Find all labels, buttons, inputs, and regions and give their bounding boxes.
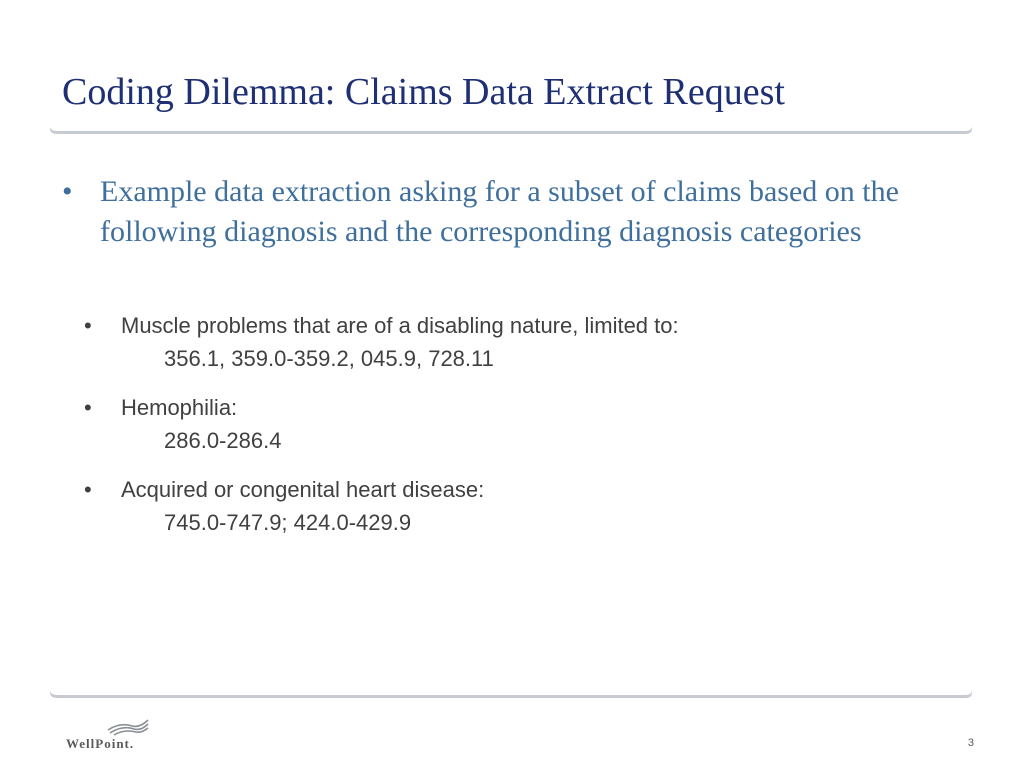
- wellpoint-logo-icon: [106, 716, 150, 736]
- sub-bullet-label: Hemophilia:: [121, 395, 238, 420]
- bullet-glyph: •: [84, 313, 92, 338]
- diagnosis-codes: 356.1, 359.0-359.2, 045.9, 728.11: [164, 346, 494, 371]
- diagnosis-codes: 745.0-747.9; 424.0-429.9: [164, 510, 412, 535]
- sub-bullet-label: Acquired or congenital heart disease:: [121, 477, 485, 502]
- main-bullet-text: Example data extraction asking for a subset of claims based on the following diagnosis and the corresponding diagnosis categories: [100, 175, 899, 248]
- slide-title: Coding Dilemma: Claims Data Extract Request: [62, 71, 785, 113]
- diagnosis-codes: 286.0-286.4: [164, 428, 282, 453]
- page-number: 3: [967, 737, 974, 749]
- logo-wordmark: WellPoint.: [66, 736, 135, 751]
- sub-bullet-label: Muscle problems that are of a disabling nature, limited to:: [121, 313, 679, 338]
- bullet-glyph: •: [84, 395, 92, 420]
- wellpoint-logo: [66, 716, 206, 756]
- title-divider: [50, 124, 974, 134]
- footer-divider: [50, 688, 974, 698]
- bullet-glyph: •: [62, 175, 73, 208]
- bullet-glyph: •: [84, 477, 92, 502]
